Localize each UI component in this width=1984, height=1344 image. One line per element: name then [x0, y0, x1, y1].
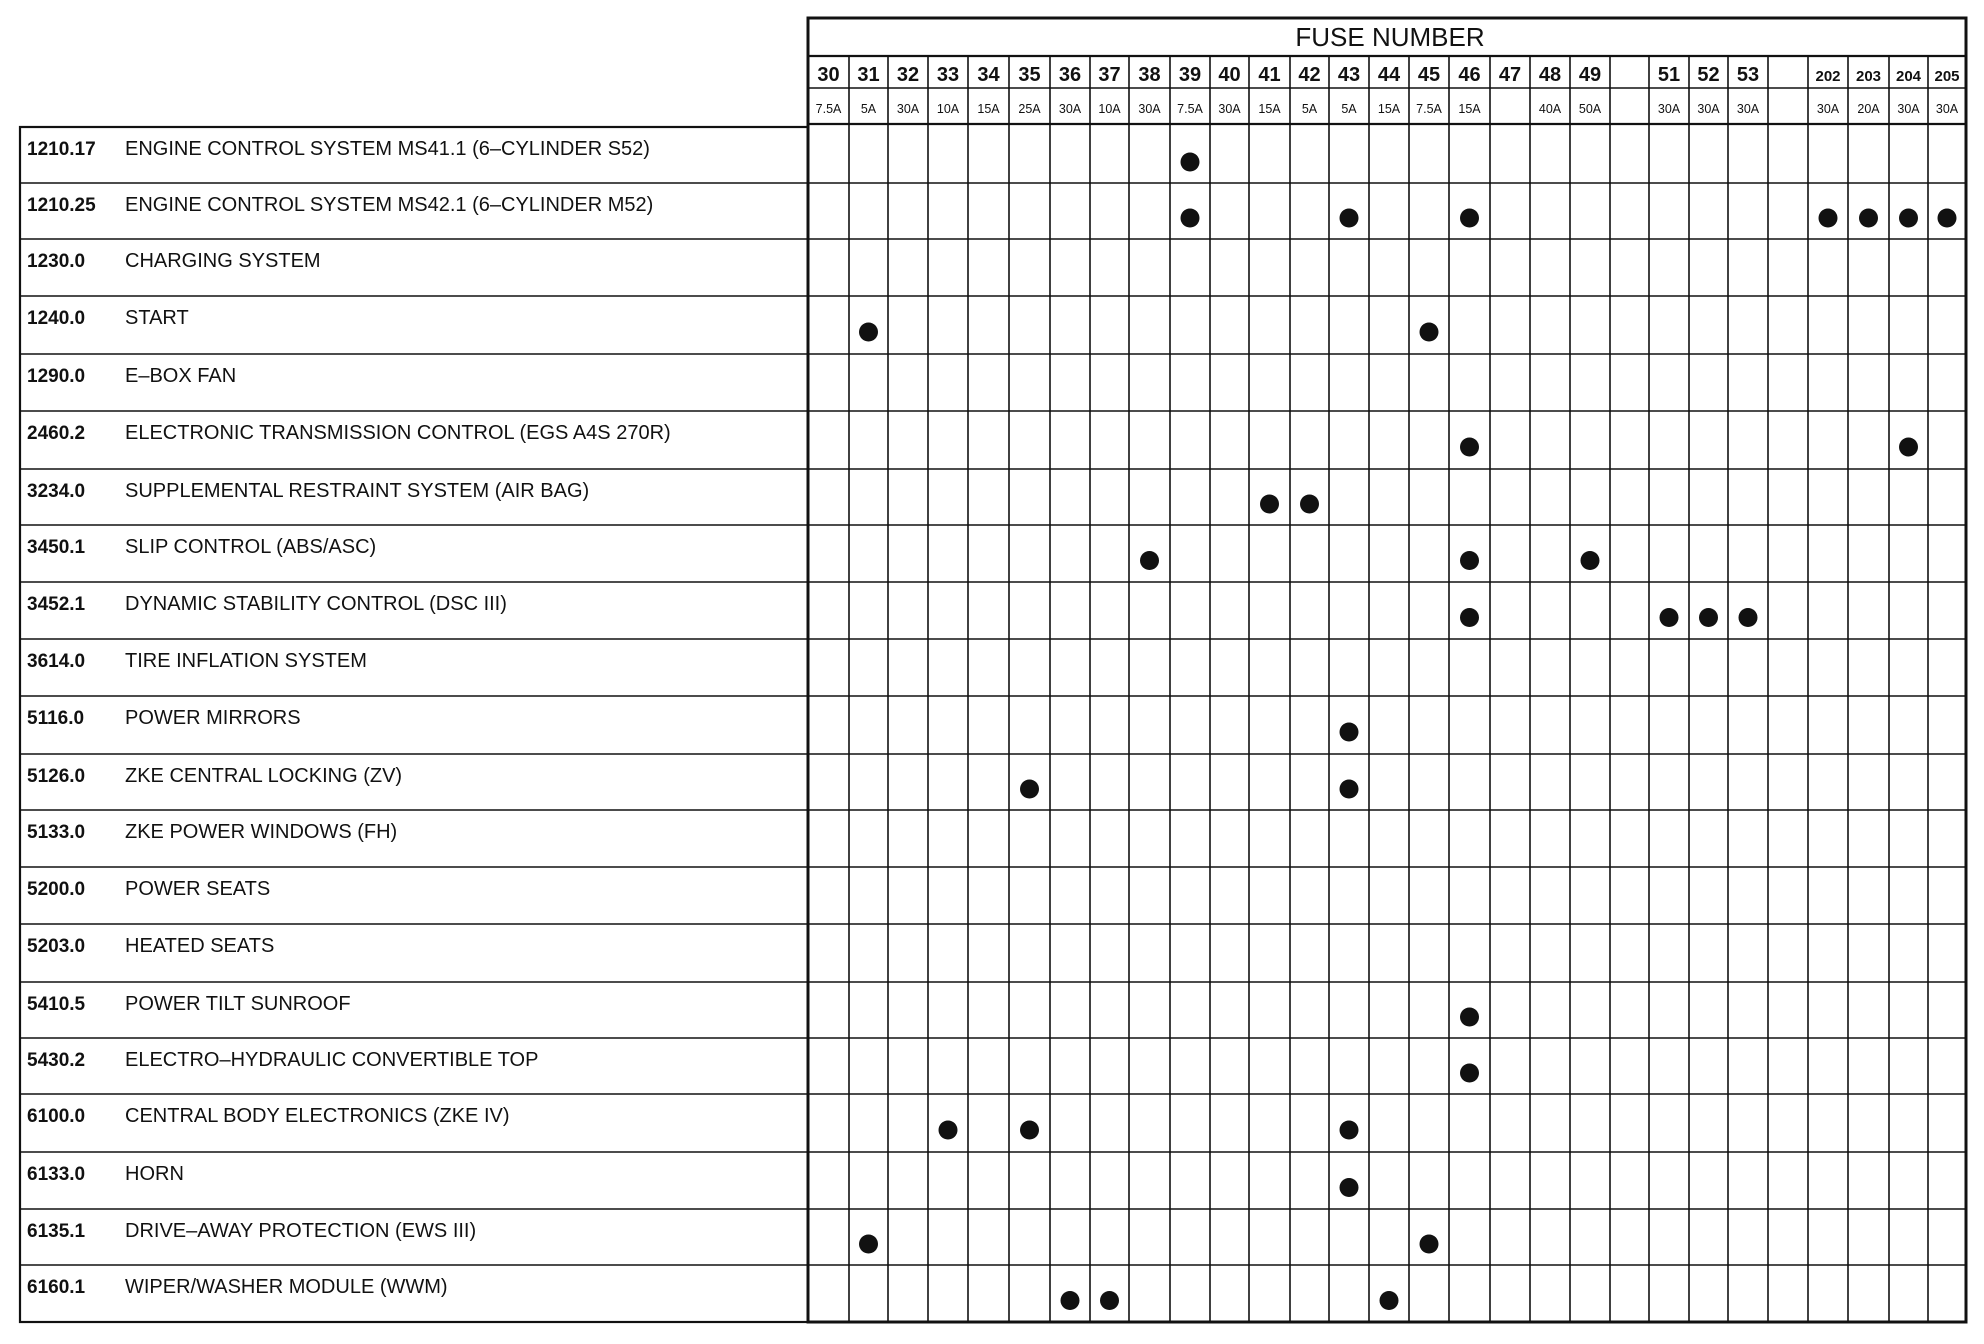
system-name: START: [125, 307, 189, 329]
fuse-dot: [1460, 1064, 1479, 1083]
fuse-rating: 30A: [1138, 102, 1161, 116]
system-code: 3234.0: [27, 481, 86, 502]
fuse-rating: 30A: [1218, 102, 1241, 116]
fuse-rating: 30A: [1697, 102, 1720, 116]
fuse-number: 42: [1298, 64, 1321, 86]
fuse-number: 203: [1855, 68, 1882, 85]
system-name: ELECTRONIC TRANSMISSION CONTROL (EGS A4S 270R): [125, 422, 671, 444]
system-name: DRIVE–AWAY PROTECTION (EWS III): [125, 1220, 477, 1242]
system-name: TIRE INFLATION SYSTEM: [125, 650, 367, 672]
system-code: 5126.0: [27, 766, 86, 787]
fuse-dot: [859, 1235, 878, 1254]
fuse-dot: [1699, 608, 1718, 627]
fuse-rating: 7.5A: [815, 102, 842, 116]
fuse-rating: 50A: [1578, 102, 1602, 116]
fuse-number: 38: [1138, 64, 1161, 86]
system-name: WIPER/WASHER MODULE (WWM): [125, 1276, 448, 1298]
fuse-rating: 7.5A: [1177, 102, 1203, 116]
fuse-dot: [1739, 608, 1758, 627]
fuse-rating: 40A: [1538, 102, 1562, 116]
fuse-dot: [1581, 551, 1600, 570]
system-code: 6160.1: [27, 1277, 86, 1298]
fuse-number: 205: [1934, 68, 1960, 85]
fuse-dot: [1938, 209, 1957, 228]
fuse-dot: [1340, 1178, 1359, 1197]
fuse-rating: 30A: [1736, 102, 1760, 116]
fuse-rating: 5A: [1301, 102, 1318, 116]
system-name: E–BOX FAN: [125, 365, 237, 387]
system-code: 1290.0: [27, 366, 86, 387]
fuse-rating: 15A: [977, 102, 1000, 116]
system-code: 6100.0: [27, 1106, 86, 1127]
system-name: ZKE CENTRAL LOCKING (ZV): [125, 765, 403, 787]
system-code: 5116.0: [27, 708, 85, 729]
grid-frame: [808, 18, 1966, 1322]
fuse-dot: [1819, 209, 1838, 228]
fuse-dot: [1460, 551, 1479, 570]
fuse-number: 51: [1657, 64, 1681, 86]
fuse-number: 43: [1337, 64, 1361, 86]
system-labels: [27, 138, 671, 1298]
fuse-dot: [1300, 495, 1319, 514]
fuse-number: 53: [1736, 64, 1760, 86]
fuse-rating: 15A: [1458, 102, 1481, 116]
fuse-rating: 7.5A: [1416, 102, 1442, 116]
fuse-dot: [1899, 209, 1918, 228]
fuse-dot: [1460, 438, 1479, 457]
fuse-dot: [1061, 1291, 1080, 1310]
fuse-dots: [859, 153, 1957, 1311]
fuse-rating: 30A: [1935, 102, 1959, 116]
fuse-number: 204: [1895, 68, 1922, 85]
system-name: POWER TILT SUNROOF: [125, 993, 351, 1015]
fuse-number: 37: [1098, 64, 1121, 86]
fuse-number: 41: [1258, 64, 1281, 86]
fuse-dot: [1859, 209, 1878, 228]
fuse-rating: 20A: [1857, 102, 1880, 116]
fuse-dot: [1340, 723, 1359, 742]
fuse-number: 31: [857, 64, 880, 86]
system-code: 1240.0: [27, 308, 86, 329]
fuse-rating: 15A: [1258, 102, 1281, 116]
fuse-dot: [1020, 1121, 1039, 1140]
system-name: ELECTRO–HYDRAULIC CONVERTIBLE TOP: [125, 1049, 539, 1071]
fuse-number: 52: [1697, 64, 1720, 86]
system-name: ENGINE CONTROL SYSTEM MS42.1 (6–CYLINDER M52): [125, 194, 654, 216]
fuse-dot: [1181, 153, 1200, 172]
system-name: ZKE POWER WINDOWS (FH): [125, 821, 398, 843]
system-name: HORN: [125, 1163, 184, 1185]
fuse-number: 35: [1018, 64, 1041, 86]
system-name: POWER SEATS: [125, 878, 271, 900]
fuse-number: 45: [1417, 64, 1441, 86]
system-code: 3614.0: [27, 651, 86, 672]
fuse-dot: [1140, 551, 1159, 570]
fuse-headers: [816, 64, 1960, 116]
fuse-number: 40: [1218, 64, 1241, 86]
fuse-rating: 10A: [936, 102, 960, 116]
fuse-rating: 5A: [860, 102, 877, 116]
fuse-number: 202: [1815, 68, 1841, 85]
fuse-number: 30: [817, 64, 840, 86]
fuse-number: 47: [1498, 64, 1522, 86]
system-name: DYNAMIC STABILITY CONTROL (DSC III): [125, 593, 507, 615]
fuse-number: 32: [896, 64, 920, 86]
fuse-number: 34: [977, 64, 1000, 86]
system-code: 5203.0: [27, 936, 86, 957]
fuse-number: 48: [1538, 64, 1562, 86]
system-code: 6135.1: [27, 1221, 86, 1242]
fuse-number: 33: [936, 64, 960, 86]
fuse-rating: 25A: [1018, 102, 1041, 116]
fuse-dot: [1260, 495, 1279, 514]
system-name: CHARGING SYSTEM: [125, 250, 321, 272]
system-name: SLIP CONTROL (ABS/ASC): [125, 536, 377, 558]
fuse-dot: [1340, 209, 1359, 228]
fuse-dot: [1460, 608, 1479, 627]
system-code: 3450.1: [27, 537, 86, 558]
system-name: ENGINE CONTROL SYSTEM MS41.1 (6–CYLINDER S52): [125, 138, 650, 160]
system-name: CENTRAL BODY ELECTRONICS (ZKE IV): [125, 1105, 510, 1127]
fuse-rating: 30A: [1657, 102, 1681, 116]
fuse-rating: 30A: [1058, 102, 1082, 116]
fuse-dot: [1460, 1008, 1479, 1027]
system-code: 1210.17: [27, 139, 96, 160]
fuse-rating: 10A: [1098, 102, 1121, 116]
fuse-number: 44: [1377, 64, 1401, 86]
system-name: HEATED SEATS: [125, 935, 275, 957]
fuse-dot: [1460, 209, 1479, 228]
system-code: 3452.1: [27, 594, 86, 615]
fuse-number: 36: [1058, 64, 1082, 86]
fuse-number: 49: [1578, 64, 1602, 86]
fuse-dot: [1380, 1291, 1399, 1310]
fuse-dot: [1420, 323, 1439, 342]
fuse-number: 46: [1458, 64, 1481, 86]
fuse-dot: [1340, 1121, 1359, 1140]
fuse-rating: 5A: [1341, 102, 1357, 116]
system-code: 5410.5: [27, 994, 86, 1015]
fuse-dot: [1660, 608, 1679, 627]
system-name: SUPPLEMENTAL RESTRAINT SYSTEM (AIR BAG): [125, 480, 590, 502]
fuse-dot: [939, 1121, 958, 1140]
system-code: 5200.0: [27, 879, 86, 900]
fuse-number: 39: [1178, 64, 1202, 86]
system-name: POWER MIRRORS: [125, 707, 301, 729]
fuse-dot: [1420, 1235, 1439, 1254]
fuse-dot: [859, 323, 878, 342]
chart-title: FUSE NUMBER: [1295, 22, 1485, 52]
fuse-dot: [1100, 1291, 1119, 1310]
system-code: 2460.2: [27, 423, 86, 444]
system-code: 1230.0: [27, 251, 86, 272]
fuse-dot: [1899, 438, 1918, 457]
fuse-rating: 30A: [1816, 102, 1840, 116]
system-code: 5430.2: [27, 1050, 86, 1071]
system-code: 5133.0: [27, 822, 86, 843]
fuse-dot: [1340, 780, 1359, 799]
system-code: 6133.0: [27, 1164, 86, 1185]
system-code: 1210.25: [27, 195, 96, 216]
fuse-rating: 30A: [896, 102, 920, 116]
fuse-dot: [1020, 780, 1039, 799]
fuse-dot: [1181, 209, 1200, 228]
fuse-rating: 30A: [1897, 102, 1920, 116]
fuse-rating: 15A: [1377, 102, 1401, 116]
